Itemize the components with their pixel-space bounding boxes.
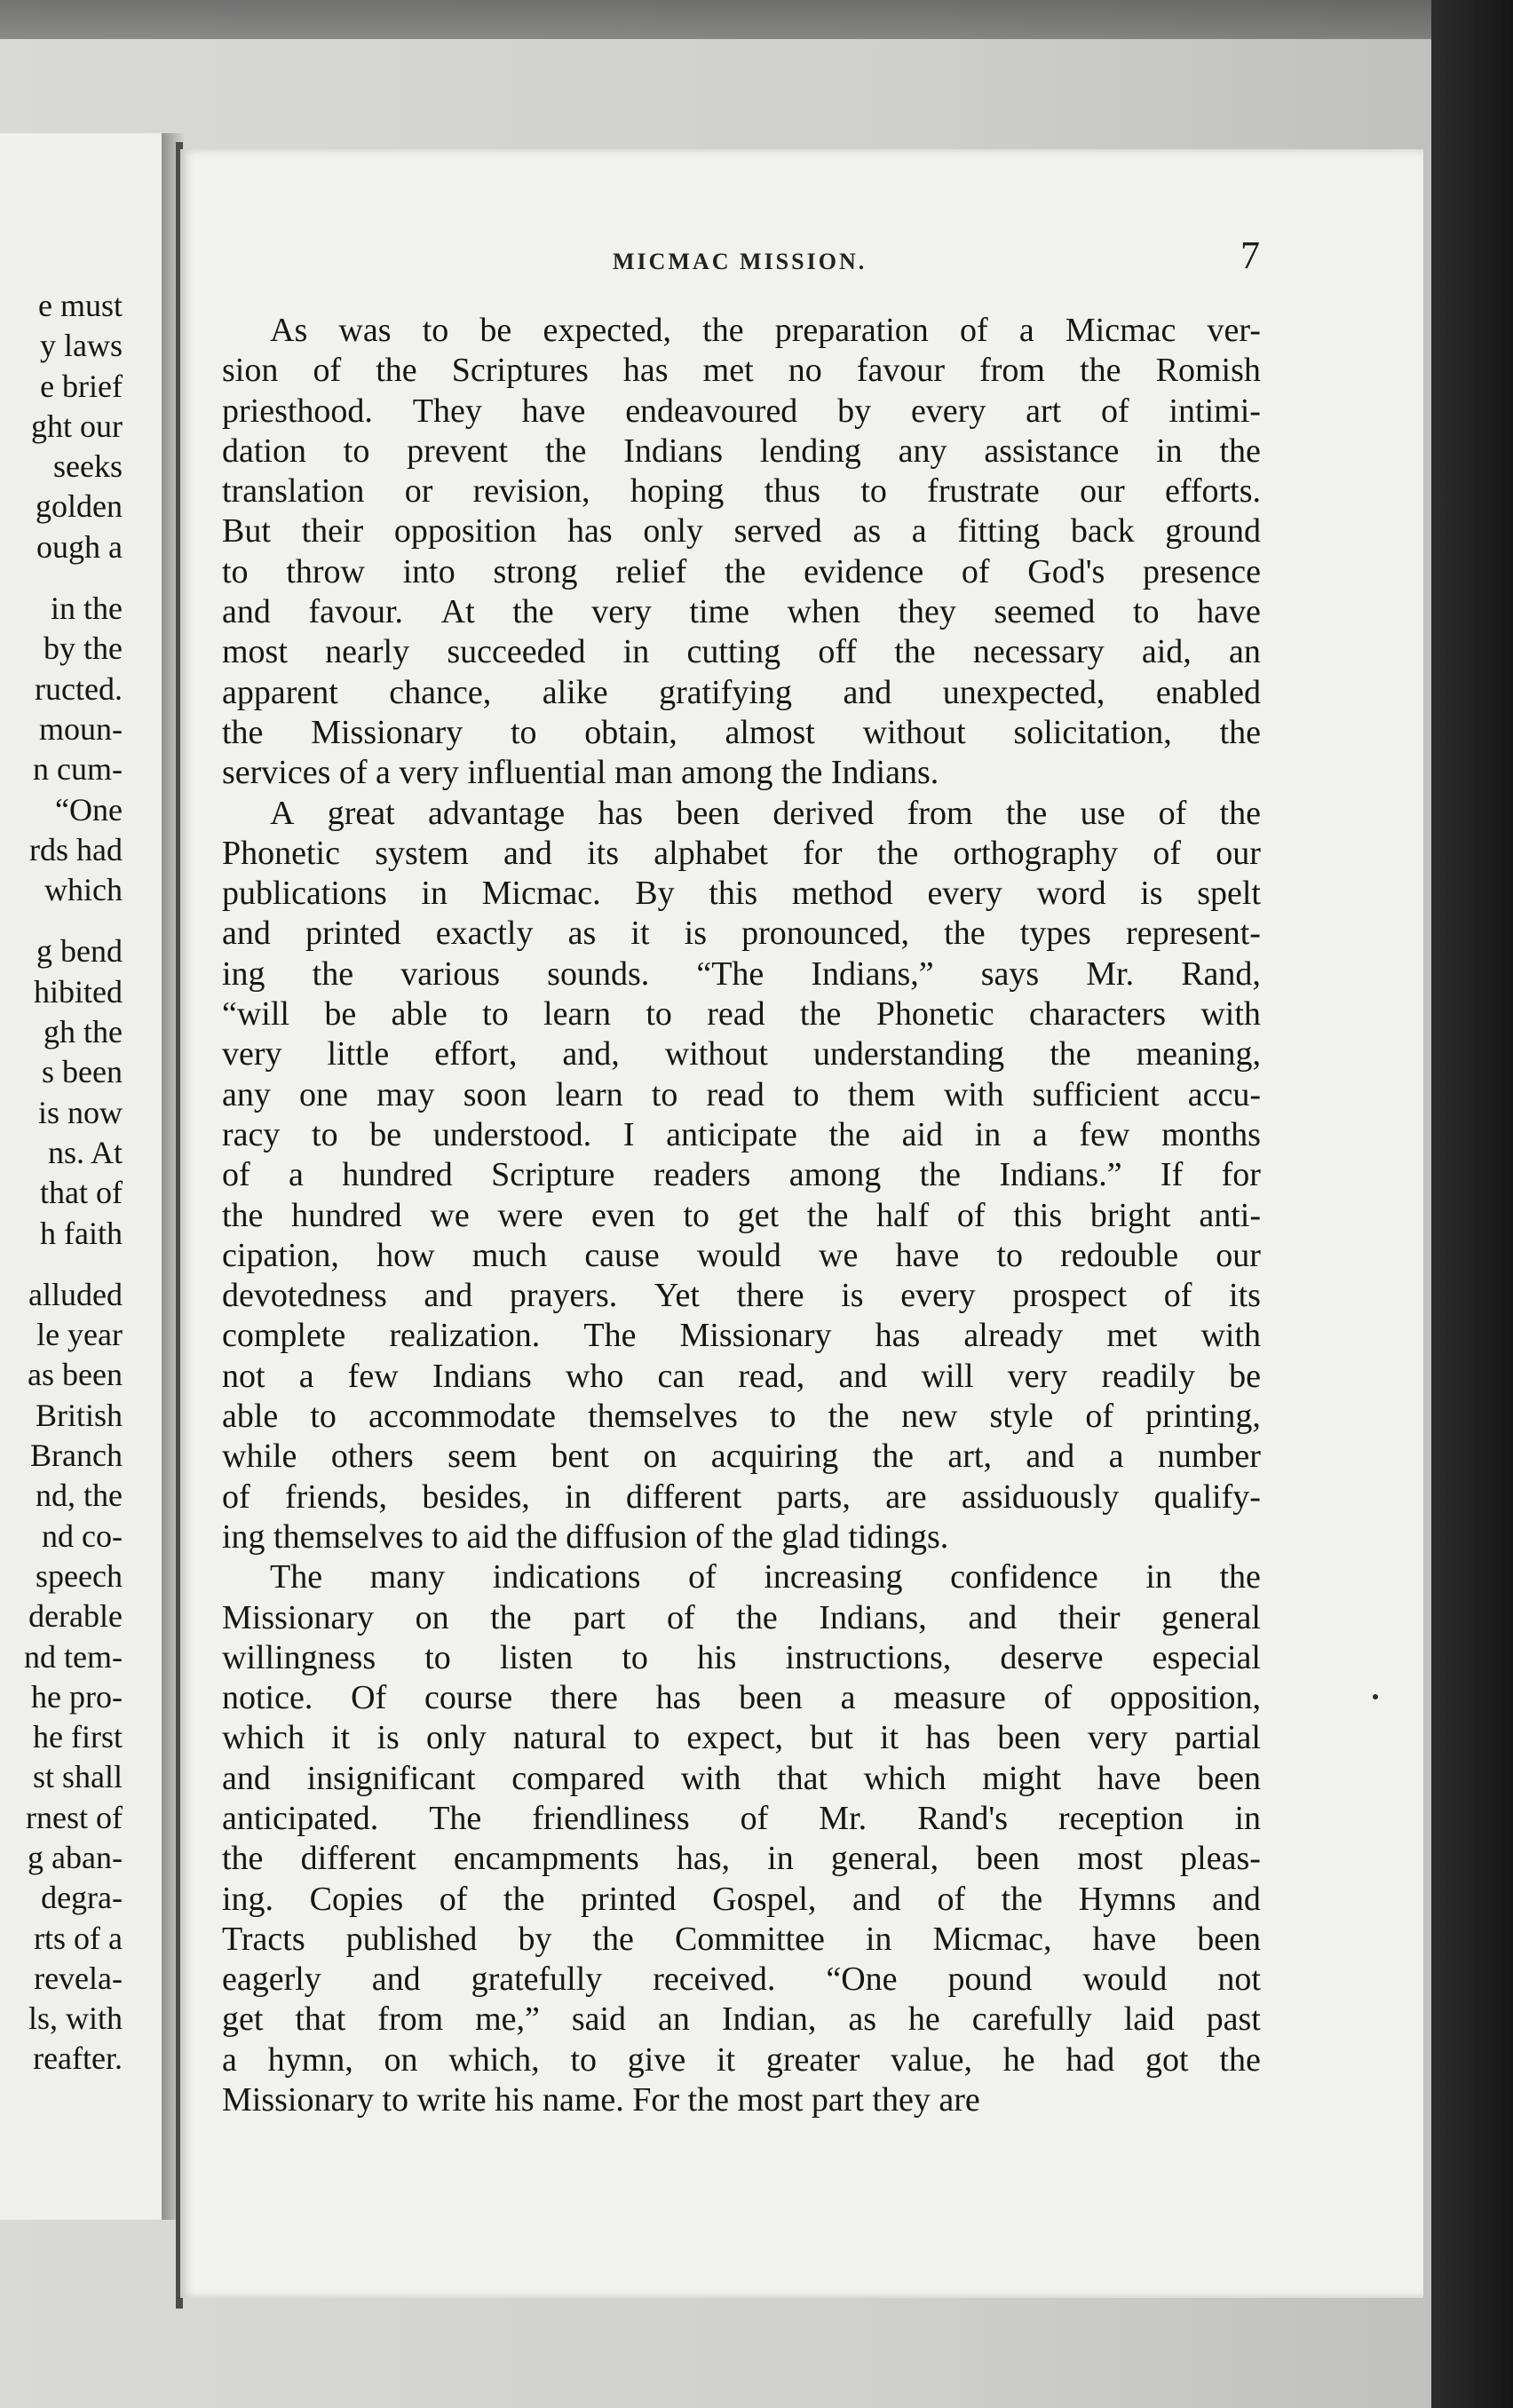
text-line: eagerly and gratefully received. “One pound would not: [222, 1960, 1261, 1999]
previous-page-line: seeks: [53, 448, 123, 485]
text-line: the hundred we were even to get the half of this bright anti-: [222, 1196, 1261, 1234]
film-speck: [1373, 1694, 1378, 1699]
previous-page-line: Branch: [30, 1438, 123, 1474]
text-line: to throw into strong relief the evidence of God's presence: [222, 552, 1261, 590]
text-line: publications in Micmac. By this method every word is spelt: [222, 875, 1261, 913]
text-line: ing the various sounds. “The Indians,” says Mr. Rand,: [222, 954, 1261, 993]
text-line: translation or revision, hoping thus to frustrate our efforts.: [222, 472, 1261, 511]
text-line: and printed exactly as it is pronounced, the types represent-: [222, 915, 1261, 953]
film-speck: [1440, 494, 1447, 501]
previous-page-line: British: [35, 1397, 123, 1433]
previous-page-line: h faith: [40, 1215, 123, 1251]
previous-page-line: he first: [33, 1719, 123, 1755]
text-line: any one may soon learn to read to them with sufficient accu-: [222, 1075, 1261, 1113]
previous-page-line: “One: [55, 791, 123, 828]
body-text: [222, 311, 1261, 2120]
previous-page-line: he pro-: [31, 1678, 123, 1715]
text-line: and favour. At the very time when they seemed to have: [222, 593, 1261, 631]
text-line: As was to be expected, the preparation of a Micmac ver-: [270, 312, 1261, 349]
previous-page-line: le year: [36, 1317, 123, 1353]
previous-page-line: reafter.: [33, 2040, 123, 2077]
text-line: while others seem bent on acquiring the art, and a number: [222, 1438, 1261, 1476]
text-line: a hymn, on which, to give it greater value, he had got the: [222, 2040, 1261, 2079]
text-line: the different encampments has, in general, been most pleas-: [222, 1840, 1261, 1878]
previous-page-text: [0, 286, 123, 2079]
text-line: apparent chance, alike gratifying and unexpected, enabled: [222, 673, 1261, 711]
text-line: able to accommodate themselves to the new style of printing,: [222, 1398, 1261, 1436]
text-line: of friends, besides, in different parts, are assiduously qualify-: [222, 1477, 1261, 1516]
text-line: services of a very influential man among the Indians.: [222, 754, 939, 792]
text-line: complete realization. The Missionary has already met with: [222, 1317, 1261, 1355]
text-line: sion of the Scriptures has met no favour from the Romish: [222, 352, 1261, 390]
previous-page-line: ns. At: [47, 1134, 123, 1170]
previous-page-line: rds had: [29, 831, 123, 867]
previous-page-line: rts of a: [34, 1920, 123, 1956]
previous-page-line: in the: [51, 590, 123, 627]
previous-page-line: gh the: [44, 1014, 123, 1050]
previous-page-line: hibited: [34, 973, 123, 1010]
text-line: willingness to listen to his instructions, deserve especial: [222, 1638, 1261, 1676]
text-line: of a hundred Scripture readers among the Indians.” If for: [222, 1156, 1261, 1194]
text-line: most nearly succeeded in cutting off the necessary aid, an: [222, 633, 1261, 671]
previous-page-line: ght our: [31, 408, 123, 444]
text-line: ing. Copies of the printed Gospel, and of the Hymns and: [222, 1880, 1261, 1918]
text-line: very little effort, and, without understanding the meaning,: [222, 1035, 1261, 1073]
text-line: cipation, how much cause would we have to redouble our: [222, 1236, 1261, 1274]
previous-page-line: ough a: [36, 528, 123, 565]
text-line: devotedness and prayers. Yet there is every prospect of its: [222, 1277, 1261, 1315]
text-line: ing themselves to aid the diffusion of the glad tidings.: [222, 1517, 949, 1556]
previous-page-line: st shall: [32, 1759, 123, 1795]
previous-page-line: moun-: [39, 710, 123, 747]
previous-page-line: rnest of: [26, 1799, 123, 1835]
previous-page-line: speech: [36, 1557, 123, 1594]
previous-page-line: alluded: [28, 1276, 123, 1312]
film-top-shadow: [0, 0, 1513, 39]
previous-page-line: ls, with: [28, 2000, 123, 2037]
previous-page-line: y laws: [40, 328, 123, 364]
text-line: Tracts published by the Committee in Micmac, have been: [222, 1920, 1261, 1958]
text-line: dation to prevent the Indians lending any assistance in the: [222, 432, 1261, 470]
text-line: The many indications of increasing confidence in the: [270, 1558, 1261, 1596]
previous-page-line: g aban-: [28, 1839, 123, 1875]
previous-page-line: n cum-: [33, 751, 123, 788]
previous-page-line: which: [44, 872, 123, 908]
previous-page-line: nd, the: [36, 1477, 123, 1514]
previous-page-line: golden: [36, 488, 123, 525]
running-header: MICMAC MISSION.: [613, 249, 867, 274]
text-line: notice. Of course there has been a measure of opposition,: [222, 1679, 1261, 1717]
text-line: priesthood. They have endeavoured by every art of intimi-: [222, 392, 1261, 430]
previous-page-line: revela-: [34, 1960, 123, 1996]
text-line: A great advantage has been derived from the use of the: [270, 794, 1261, 832]
text-line: Phonetic system and its alphabet for the orthography of our: [222, 834, 1261, 872]
previous-page-line: e must: [38, 288, 123, 323]
previous-page-line: nd tem-: [24, 1638, 123, 1675]
previous-page-line: by the: [44, 630, 123, 667]
text-line: the Missionary to obtain, almost without solicitation, the: [222, 713, 1261, 751]
text-line: and insignificant compared with that which might have been: [222, 1759, 1261, 1797]
text-line: Missionary on the part of the Indians, and their general: [222, 1598, 1261, 1636]
previous-page-line: that of: [40, 1175, 123, 1211]
previous-page-line: g bend: [36, 933, 123, 970]
text-line: get that from me,” said an Indian, as he carefully laid past: [222, 2000, 1261, 2039]
previous-page-line: derable: [28, 1598, 123, 1635]
previous-page-line: as been: [28, 1357, 123, 1393]
film-right-border: [1431, 0, 1513, 2408]
previous-page-line: s been: [42, 1054, 123, 1090]
previous-page-line: is now: [37, 1094, 123, 1130]
text-line: anticipated. The friendliness of Mr. Rand's reception in: [222, 1799, 1261, 1837]
text-line: not a few Indians who can read, and will very readily be: [222, 1357, 1261, 1395]
previous-page-line: degra-: [41, 1880, 123, 1916]
previous-page-line: nd co-: [42, 1517, 123, 1554]
text-line: But their opposition has only served as a fitting back ground: [222, 512, 1261, 551]
previous-page-fragment: [0, 133, 164, 2220]
text-line: “will be able to learn to read the Phonetic characters with: [222, 995, 1261, 1034]
page-number: 7: [1240, 234, 1260, 277]
text-line: Missionary to write his name. For the most part they are: [222, 2081, 980, 2119]
text-line: racy to be understood. I anticipate the aid in a few months: [222, 1115, 1261, 1153]
previous-page-line: ructed.: [35, 670, 123, 707]
text-line: which it is only natural to expect, but it has been very partial: [222, 1719, 1261, 1757]
previous-page-line: e brief: [40, 368, 123, 404]
